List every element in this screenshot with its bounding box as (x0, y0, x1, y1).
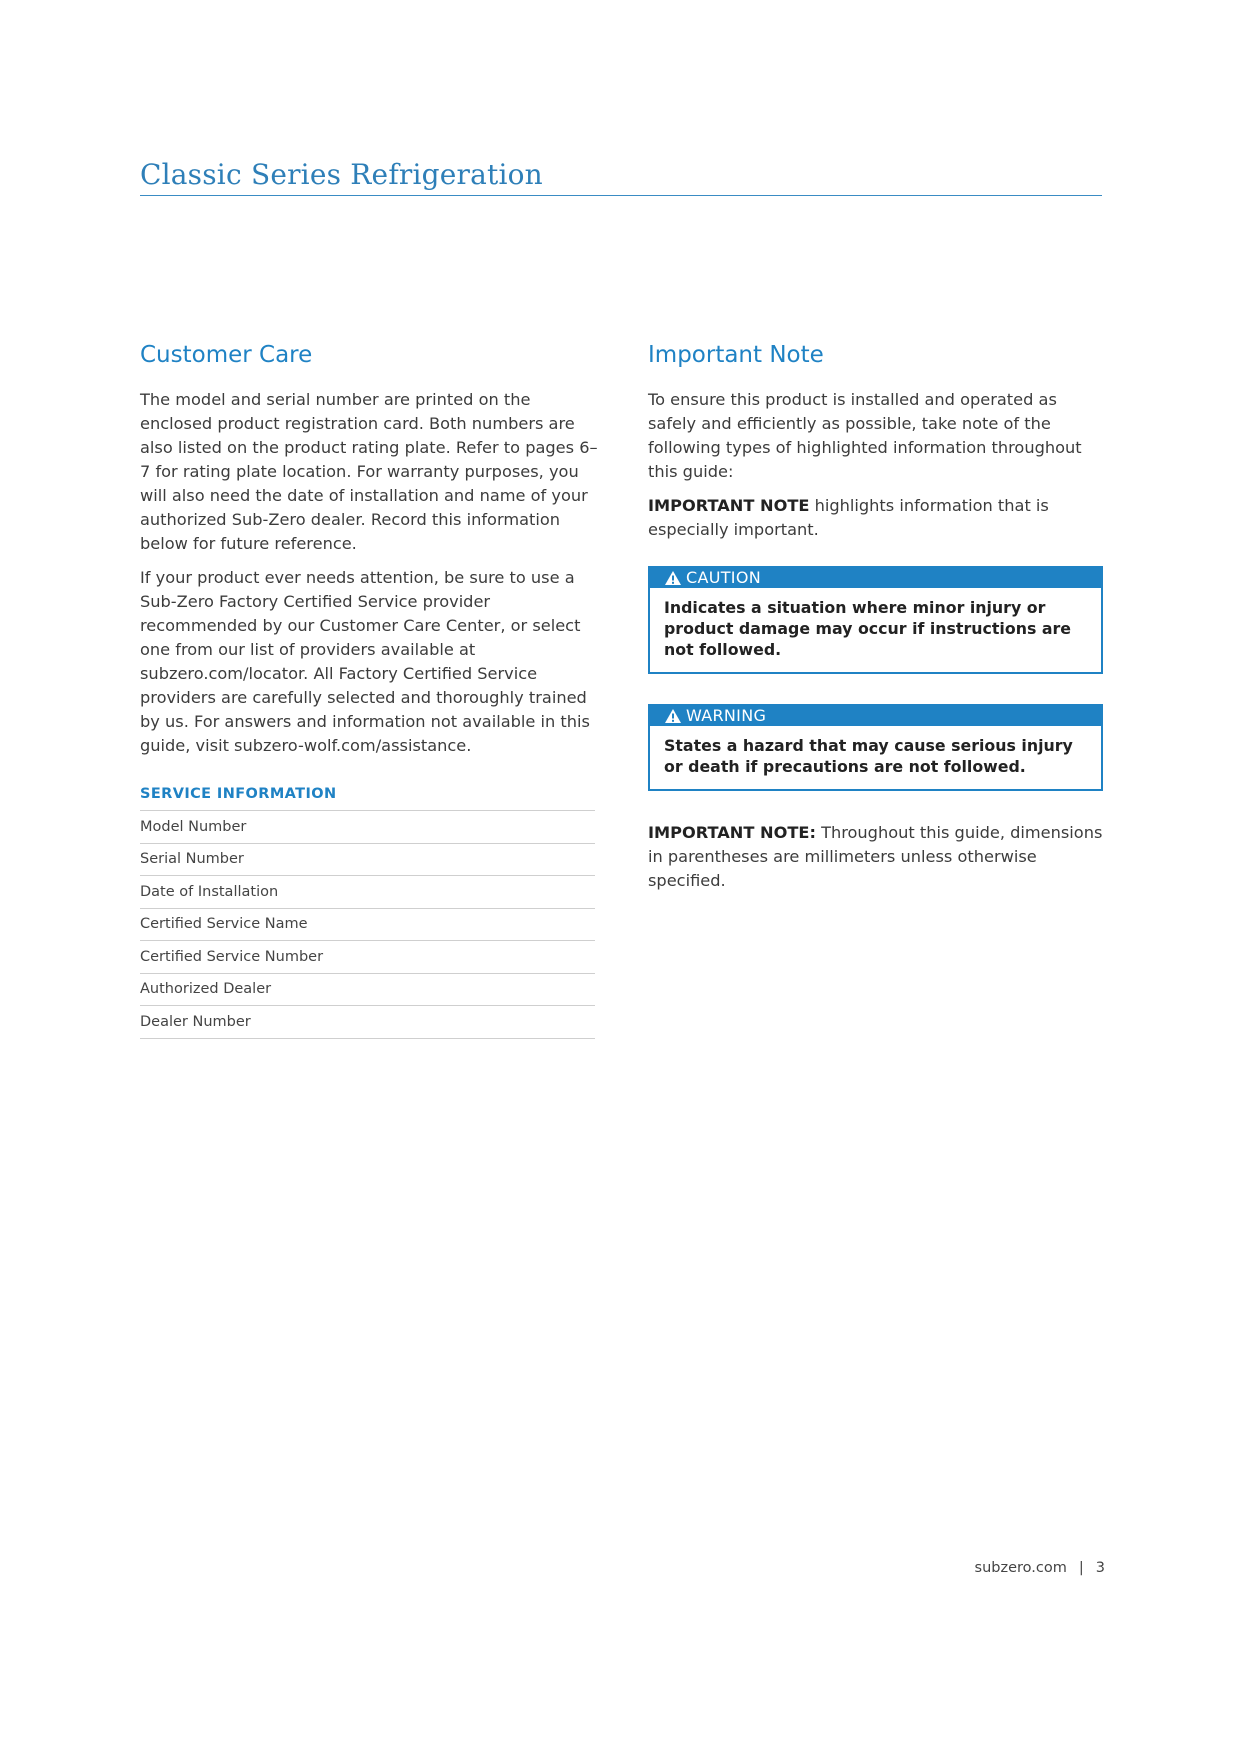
warning-label: WARNING (686, 706, 767, 725)
service-information-heading: SERVICE INFORMATION (140, 786, 337, 802)
important-note-intro: To ensure this product is installed and operated as safely and efficiently as possible, take note of the following types of highlighted information throughout this guide: (648, 390, 1082, 481)
service-information-table (140, 810, 595, 1039)
page-footer (900, 1560, 1105, 1576)
dimensions-note (648, 821, 1108, 893)
service-field-certified-service-name: Certified Service Name (140, 909, 595, 942)
footer-site: subzero.com (974, 1560, 1067, 1576)
page-title: Classic Series Refrigeration (140, 158, 543, 191)
warning-header (650, 706, 1101, 726)
caution-text: Indicates a situation where minor injury or product damage may occur if instructions are not followed. (664, 598, 1072, 659)
warning-box (648, 704, 1103, 791)
customer-care-heading: Customer Care (140, 342, 313, 368)
important-note-definition (648, 494, 1108, 542)
footer-separator: | (1078, 1560, 1084, 1576)
service-field-serial-number: Serial Number (140, 844, 595, 877)
important-note-section (648, 340, 1108, 903)
service-field-certified-service-number: Certified Service Number (140, 941, 595, 974)
caution-header (650, 568, 1101, 588)
service-field-model-number: Model Number (140, 811, 595, 844)
dimensions-note-label: IMPORTANT NOTE: (648, 823, 816, 842)
service-field-dealer-number: Dealer Number (140, 1006, 595, 1039)
service-field-authorized-dealer: Authorized Dealer (140, 974, 595, 1007)
warning-triangle-icon (664, 570, 682, 586)
title-divider (140, 195, 1102, 196)
dimensions-note-text: Throughout this guide, dimensions in parentheses are millimeters unless otherwise specified. (648, 823, 1103, 890)
customer-care-paragraph-2: If your product ever needs attention, be sure to use a Sub-Zero Factory Certified Service provider recommended by our Customer Care Center, or select one from our list of providers available at subzero.com/locator. All Factory Certified Service providers are carefully selected and thoroughly trained by us. For answers and information not available in this guide, visit subzero-wolf.com/assistance. (140, 568, 590, 755)
page-number: 3 (1095, 1560, 1105, 1576)
important-note-heading: Important Note (648, 342, 824, 368)
service-field-date-of-installation: Date of Installation (140, 876, 595, 909)
important-note-text: highlights information that is especially important. (648, 496, 1049, 539)
caution-box (648, 566, 1103, 674)
important-note-label: IMPORTANT NOTE (648, 496, 810, 515)
warning-text: States a hazard that may cause serious injury or death if precautions are not followed. (664, 736, 1073, 776)
warning-triangle-icon (664, 708, 682, 724)
customer-care-section (140, 340, 605, 1039)
customer-care-paragraph-1: The model and serial number are printed on the enclosed product registration card. Both numbers are also listed on the product rating plate. Refer to pages 6–7 for rating plate location. For warranty purposes, you will also need the date of installation and name of your authorized Sub-Zero dealer. Record this information below for future reference. (140, 390, 598, 553)
caution-label: CAUTION (686, 568, 761, 587)
